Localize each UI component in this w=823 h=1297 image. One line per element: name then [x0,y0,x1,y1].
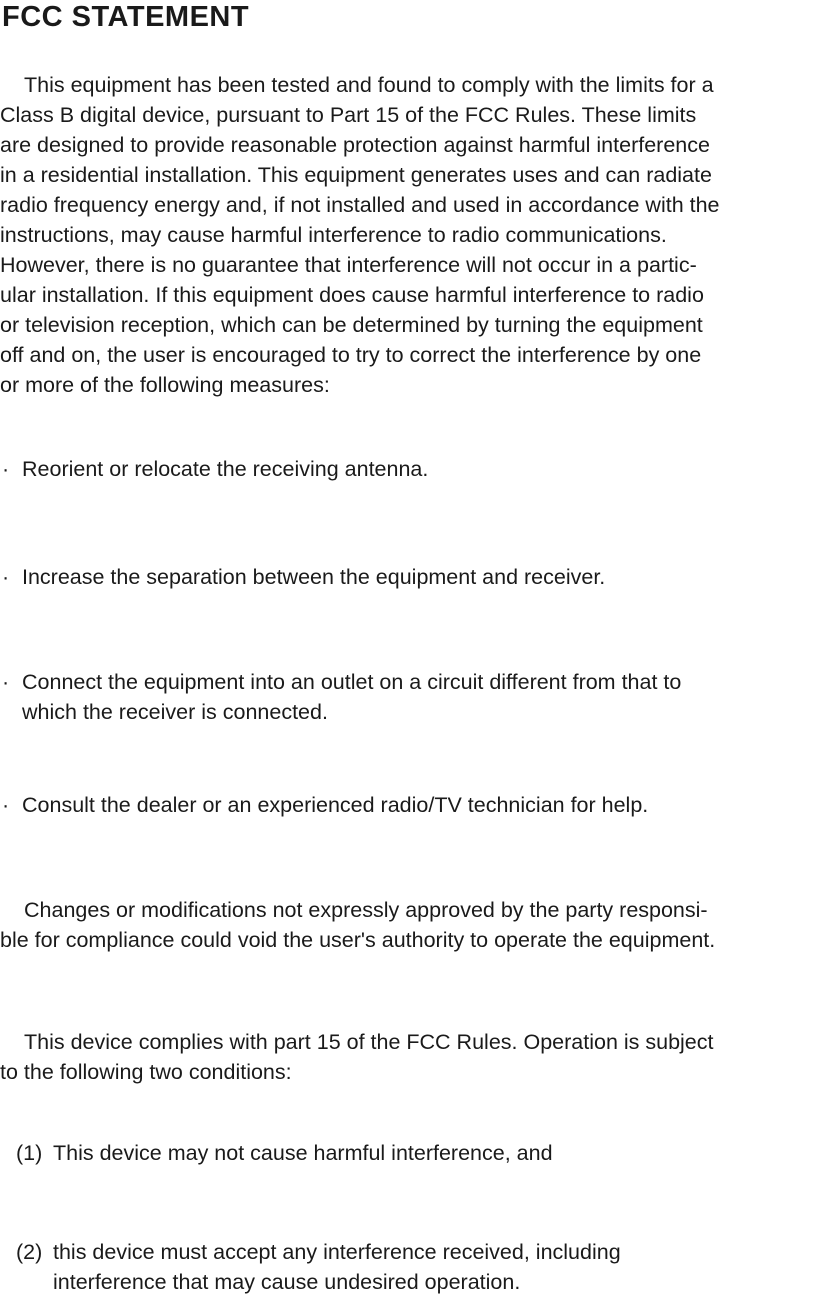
compliance-line: to the following two conditions: [0,1060,292,1084]
changes-paragraph [0,895,823,955]
measure-text: which the receiver is connected. [22,700,328,724]
bullet-icon: · [2,670,10,694]
intro-line: Class B digital device, pursuant to Part 15 of the FCC Rules. These limits [0,103,697,127]
intro-line: off and on, the user is encouraged to try to correct the interference by one [0,343,702,367]
measure-text: Increase the separation between the equipment and receiver. [22,565,606,589]
page-title: FCC STATEMENT [2,1,250,33]
intro-line: or television reception, which can be determined by turning the equipment [0,313,703,337]
intro-line: This equipment has been tested and found to comply with the limits for a [24,73,714,97]
measure-text: Consult the dealer or an experienced radio/TV technician for help. [22,793,649,817]
condition-number: (1) [16,1141,43,1165]
measure-text: Reorient or relocate the receiving antenna. [22,457,429,481]
intro-paragraph [0,70,823,400]
condition-text: this device must accept any interference received, including [53,1240,621,1264]
changes-line: Changes or modifications not expressly approved by the party responsi- [24,898,708,922]
compliance-line: This device complies with part 15 of the FCC Rules. Operation is subject [24,1030,714,1054]
intro-line: or more of the following measures: [0,373,330,397]
condition-text: This device may not cause harmful interference, and [53,1141,553,1165]
measure-text: Connect the equipment into an outlet on a circuit different from that to [22,670,682,694]
intro-line: ular installation. If this equipment does cause harmful interference to radio [0,283,704,307]
condition-text: interference that may cause undesired operation. [53,1270,521,1294]
bullet-icon: · [2,457,10,481]
intro-line: radio frequency energy and, if not installed and used in accordance with the [0,193,720,217]
bullet-icon: · [2,565,10,589]
compliance-paragraph [0,1027,823,1087]
bullet-icon: · [2,793,10,817]
intro-line: However, there is no guarantee that interference will not occur in a partic- [0,253,697,277]
condition-number: (2) [16,1240,43,1264]
intro-line: in a residential installation. This equipment generates uses and can radiate [0,163,712,187]
intro-line: are designed to provide reasonable protection against harmful interference [0,133,710,157]
changes-line: ble for compliance could void the user's authority to operate the equipment. [0,928,716,952]
intro-line: instructions, may cause harmful interference to radio communications. [0,223,667,247]
